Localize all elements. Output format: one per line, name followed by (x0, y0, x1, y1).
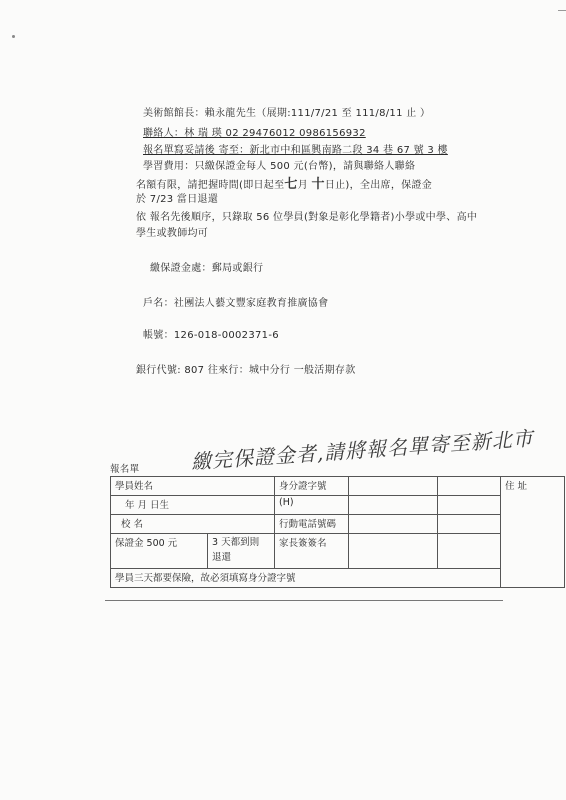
fee-line-2-end: 日止)，全出席，保證金 (324, 180, 433, 191)
deposit-label: 保證金 500 元 (111, 534, 208, 568)
id-number-input-cell[interactable] (349, 477, 438, 496)
fee-line-1: 學習費用：只繳保證金每人 500 元(台幣)，請與聯絡人聯絡 (143, 161, 416, 172)
handwritten-day: 十 (311, 177, 325, 192)
school-label: 校 名 (121, 519, 144, 530)
home-phone-cell[interactable] (275, 496, 349, 515)
refund-note (208, 534, 263, 568)
birthdate-label: 年 月 日生 (125, 500, 170, 511)
order-line-1: 依 報名先後順序，只錄取 56 位學員(對象是彰化學籍者)小學或中學、高中 (136, 212, 478, 223)
payment-place: 繳保證金處：郵局或銀行 (150, 263, 264, 274)
fee-line-2-start: 名額有限，請把握時間(即日起至 (136, 180, 285, 191)
mobile-label: 行動電話號碼 (279, 519, 337, 530)
refund-note-line-1: 3 天都到則 (212, 537, 260, 548)
insurance-note: 學員三天都要保險，故必須填寫身分證字號 (115, 573, 296, 584)
registration-form-table (110, 476, 565, 588)
parent-sign-input[interactable] (349, 534, 438, 569)
museum-director-line: 美術館館長：賴永龍先生（展期:111/7/21 至 111/8/11 止 ） (143, 108, 431, 119)
parent-sign-label-cell (275, 534, 349, 569)
handwritten-month: 七 (284, 177, 298, 192)
fee-line-2-month-unit: 月 (297, 180, 312, 191)
id-number-extra-cell[interactable] (438, 477, 501, 496)
insurance-note-cell (111, 569, 501, 588)
address-cell[interactable] (501, 477, 565, 588)
home-phone-label: (H) (279, 497, 294, 508)
form-title: 報名單 (110, 464, 140, 475)
scan-speck (12, 35, 15, 38)
id-number-label-cell (275, 477, 349, 496)
mobile-extra[interactable] (438, 515, 501, 534)
account-name: 戶名：社團法人藝文豐家庭教育推廣協會 (143, 298, 329, 309)
school-cell[interactable] (111, 515, 275, 534)
mobile-input[interactable] (349, 515, 438, 534)
home-phone-extra[interactable] (438, 496, 501, 515)
birthdate-cell[interactable] (111, 496, 275, 515)
id-number-label: 身分證字號 (279, 481, 327, 492)
student-name-label: 學員姓名 (115, 481, 154, 492)
account-number: 帳號：126-018-0002371-6 (143, 330, 279, 341)
order-line-2: 學生或教師均可 (136, 228, 209, 239)
submit-address-line: 報名單寫妥請後 寄至：新北市中和區興南路二段 34 巷 67 號 3 樓 (143, 145, 448, 156)
scan-edge-mark (558, 10, 566, 11)
home-phone-input[interactable] (349, 496, 438, 515)
fee-line-3: 於 7/23 當日退還 (136, 194, 219, 205)
contact-person-line: 聯絡人：林 瑞 瑛 02 29476012 0986156932 (143, 128, 366, 139)
handwritten-note: 繳完保證金者,請將報名單寄至新北市 (190, 426, 535, 475)
parent-sign-extra[interactable] (438, 534, 501, 569)
student-name-cell[interactable] (111, 477, 275, 496)
parent-sign-label: 家長簽簽名 (279, 538, 327, 549)
bank-code: 銀行代號: 807 往來行：城中分行 一般活期存款 (136, 365, 356, 376)
deposit-cell (111, 534, 275, 569)
address-label: 住 址 (505, 481, 528, 492)
refund-note-line-2: 退還 (212, 552, 232, 563)
bottom-rule (105, 600, 503, 601)
mobile-label-cell (275, 515, 349, 534)
